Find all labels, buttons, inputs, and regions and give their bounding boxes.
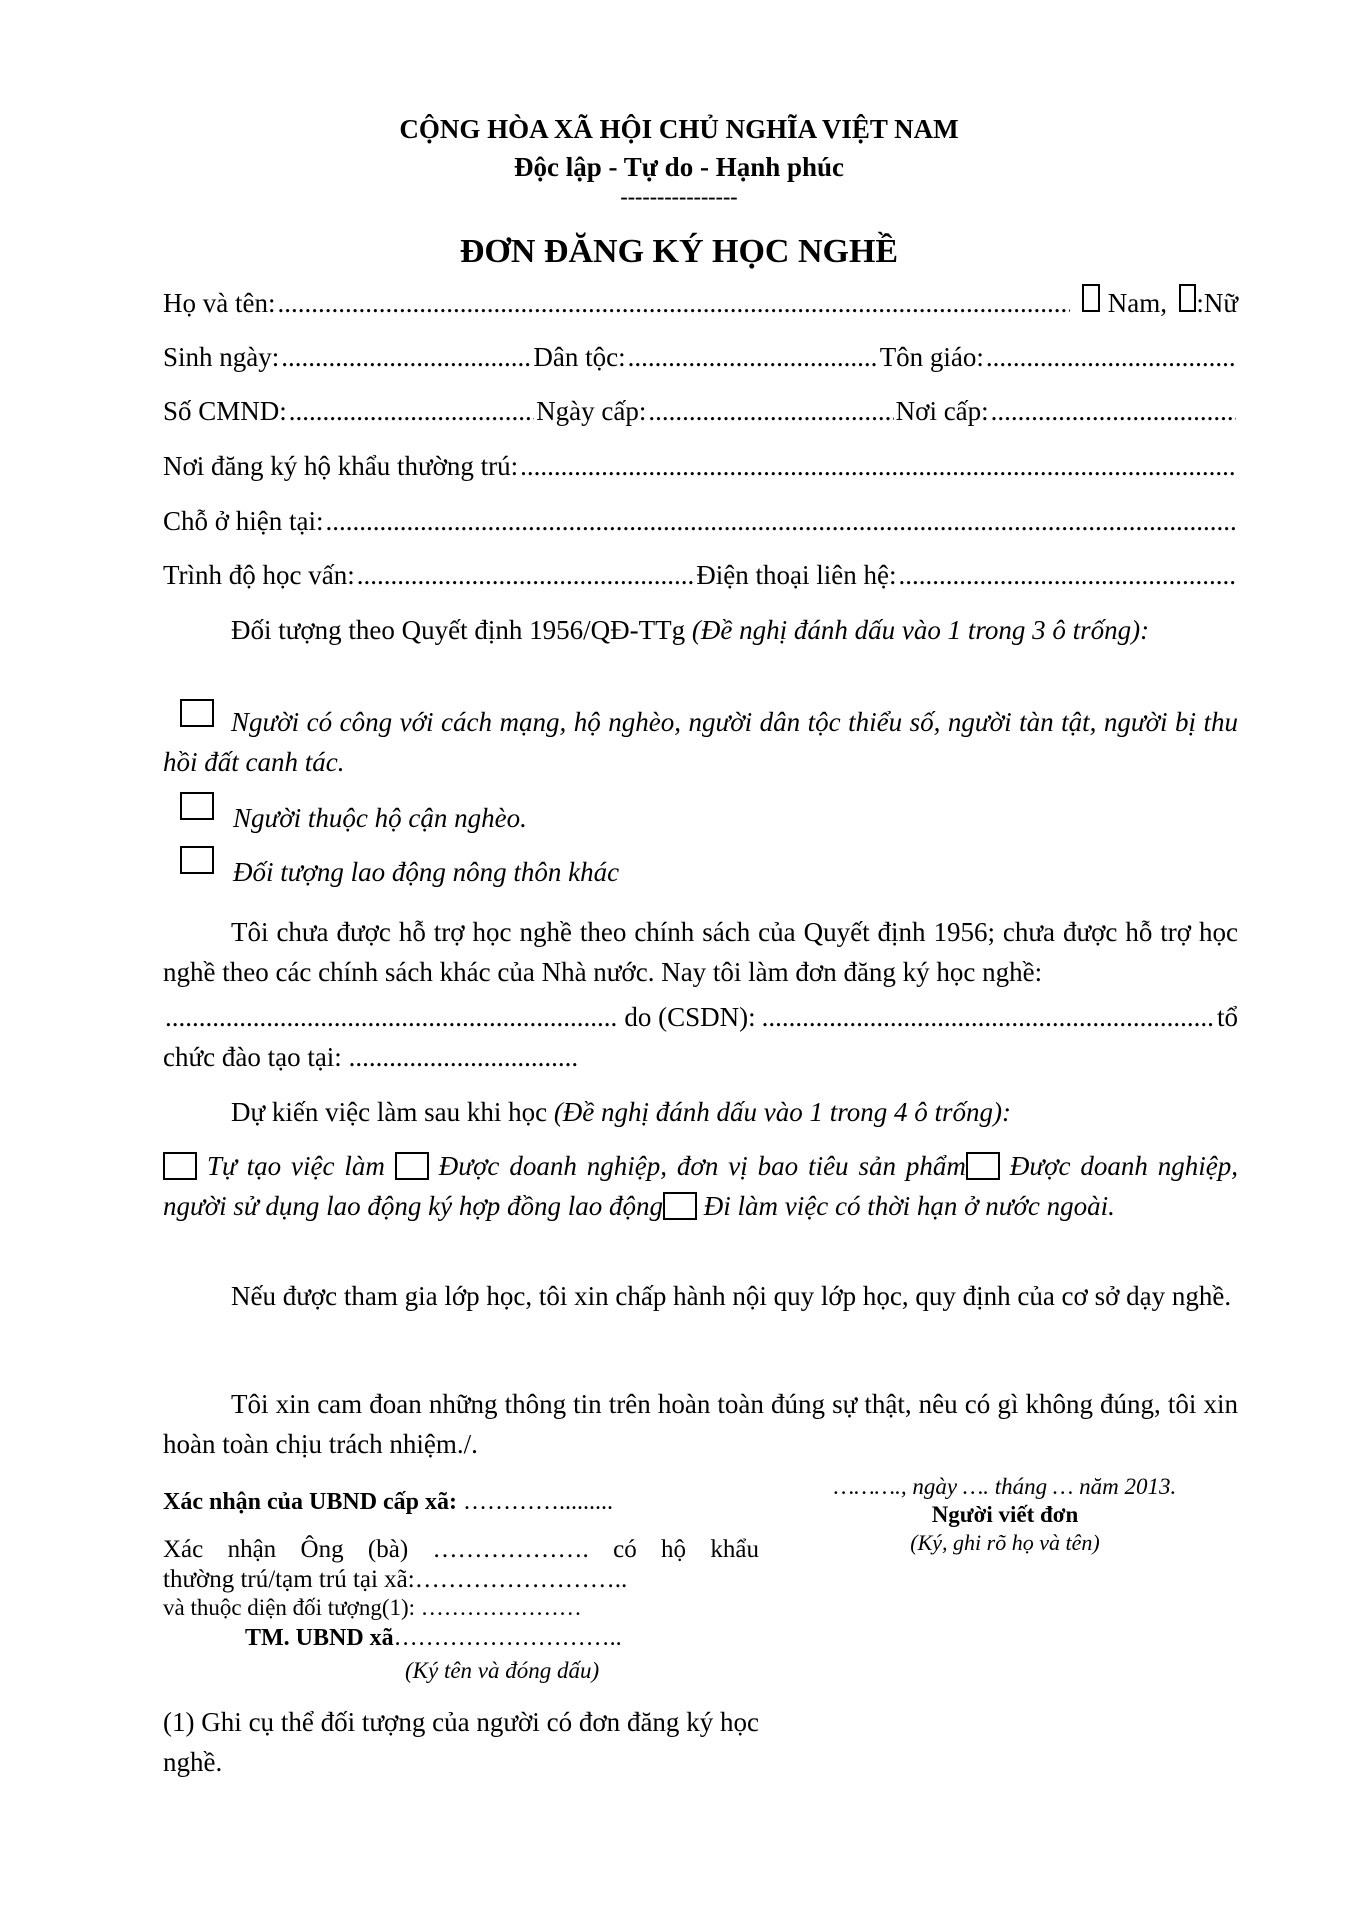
commitment-paragraph-1: Nếu được tham gia lớp học, tôi xin chấp hành nội quy lớp học, quy định của cơ sở dạy nghề. — [231, 1281, 1232, 1311]
footnote: (1) Ghi cụ thể đối tượng của người có đơn đăng ký học nghề. — [163, 1707, 759, 1777]
dob-line — [163, 340, 1238, 374]
form-title: ĐƠN ĐĂNG KÝ HỌC NGHỀ — [459, 233, 899, 270]
confirmation-line-3: và thuộc diện đối tượng(1): ………………… — [163, 1595, 582, 1620]
commune-confirmation-dots: …………......... — [463, 1489, 614, 1515]
residence-field[interactable] — [520, 449, 1236, 483]
job-option-3-label: Được doanh nghiệp, người sử dụng lao động ký hợp đồng lao động — [163, 1151, 1239, 1221]
current-address-field[interactable] — [326, 504, 1236, 538]
current-address-label: Chỗ ở hiện tại: — [163, 506, 324, 536]
target-option-2-checkbox[interactable] — [180, 792, 214, 820]
female-label: :Nữ — [1196, 288, 1238, 318]
education-field[interactable] — [357, 558, 695, 592]
commune-confirmation-label: Xác nhận của UBND cấp xã: — [163, 1489, 458, 1515]
school-label: do (CSDN): — [624, 1002, 756, 1032]
name-label: Họ và tên: — [163, 288, 276, 318]
id-label: Số CMND: — [163, 396, 287, 426]
dob-label: Sinh ngày: — [163, 342, 280, 372]
id-field[interactable] — [289, 394, 534, 428]
organization-label-start: tổ — [1216, 1002, 1238, 1032]
job-intro-note: (Đề nghị đánh dấu vào 1 trong 4 ô trống): — [553, 1097, 1012, 1127]
issue-place-field[interactable] — [991, 394, 1236, 428]
ethnic-label: Dân tộc: — [533, 342, 626, 372]
confirmation-line-1: Xác nhận Ông (bà) ………………. có hộ khẩu — [163, 1536, 759, 1563]
school-field[interactable] — [762, 1000, 1215, 1034]
job-intro — [163, 1092, 1238, 1132]
commune-signer-title: TM. UBND xã — [245, 1625, 394, 1651]
confirmation-line-2: thường trú/tạm trú tại xã:…………………….. — [163, 1566, 628, 1593]
id-line — [163, 394, 1238, 428]
education-label: Trình độ học vấn: — [163, 560, 355, 590]
applicant-signature-note: (Ký, ghi rõ họ và tên) — [910, 1530, 1100, 1555]
job-option-3-checkbox[interactable] — [966, 1152, 1000, 1180]
job-option-2-checkbox[interactable] — [395, 1152, 429, 1180]
target-option-2-label: Người thuộc hộ cận nghèo. — [233, 803, 527, 833]
job-options — [163, 1146, 1238, 1226]
target-intro-note: (Đề nghị đánh dấu vào 1 trong 3 ô trống): — [691, 615, 1150, 645]
ethnic-field[interactable] — [628, 340, 878, 374]
organization-field[interactable]: .................................. — [348, 1042, 579, 1072]
residence-label: Nơi đăng ký hộ khẩu thường trú: — [163, 451, 519, 481]
issue-date-label: Ngày cấp: — [536, 396, 647, 426]
dob-field[interactable] — [281, 340, 531, 374]
commune-confirmation-title — [163, 1488, 613, 1517]
header-rule: ---------------- — [620, 184, 738, 209]
job-option-1-label: Tự tạo việc làm — [206, 1151, 385, 1181]
applicant-signature-title: Người viết đơn — [931, 1502, 1079, 1527]
commune-signer-dots: ……………………….. — [393, 1625, 622, 1651]
religion-label: Tôn giáo: — [879, 342, 984, 372]
job-option-4-checkbox[interactable] — [663, 1192, 697, 1220]
commune-signer — [245, 1624, 622, 1653]
national-motto: Độc lập - Tự do - Hạnh phúc — [513, 152, 845, 182]
job-option-1-checkbox[interactable] — [163, 1152, 197, 1180]
national-title: CỘNG HÒA XÃ HỘI CHỦ NGHĨA VIỆT NAM — [399, 114, 959, 144]
job-option-2-label: Được doanh nghiệp, đơn vị bao tiêu sản phẩm — [438, 1151, 966, 1181]
name-line — [163, 284, 1238, 320]
target-option-3-label: Đối tượng lao động nông thôn khác — [233, 857, 620, 887]
organization-line — [163, 1040, 1238, 1074]
phone-field[interactable] — [898, 558, 1236, 592]
job-intro-text: Dự kiến việc làm sau khi học — [231, 1097, 548, 1127]
course-line — [163, 1000, 1238, 1034]
religion-field[interactable] — [986, 340, 1236, 374]
phone-label: Điện thoại liên hệ: — [696, 560, 897, 590]
residence-line — [163, 449, 1238, 483]
job-option-4-label: Đi làm việc có thời hạn ở nước ngoài. — [703, 1191, 1115, 1221]
name-field[interactable] — [277, 286, 1070, 320]
signing-date: ………., ngày …. tháng … năm 2013. — [833, 1474, 1177, 1499]
commitment-paragraph-2: Tôi xin cam đoan những thông tin trên hoàn toàn đúng sự thật, nêu có gì không đúng, tôi xin hoàn toàn chịu trách nhiệm./. — [163, 1389, 1238, 1459]
statement-paragraph: Tôi chưa được hỗ trợ học nghề theo chính sách của Quyết định 1956; chưa được hỗ trợ học nghề theo các chính sách khác của Nhà nước. Nay tôi làm đơn đăng ký học nghề: — [163, 917, 1238, 987]
target-option-3-checkbox[interactable] — [180, 846, 214, 874]
male-checkbox[interactable] — [1082, 284, 1099, 312]
target-option-1-label: Người có công với cách mạng, hộ nghèo, người dân tộc thiểu số, người tàn tật, người bị thu hồi đất canh tác. — [163, 707, 1238, 777]
education-line — [163, 558, 1238, 592]
organization-label: chức đào tạo tại: — [163, 1042, 342, 1072]
target-intro-text: Đối tượng theo Quyết định 1956/QĐ-TTg — [231, 615, 686, 645]
issue-date-field[interactable] — [648, 394, 893, 428]
female-checkbox[interactable] — [1179, 284, 1196, 312]
course-field[interactable] — [165, 1000, 618, 1034]
target-intro — [163, 610, 1238, 650]
current-address-line — [163, 504, 1238, 538]
issue-place-label: Nơi cấp: — [895, 396, 989, 426]
male-label: Nam, — [1107, 288, 1167, 318]
commune-sign-note: (Ký tên và đóng dấu) — [405, 1658, 600, 1683]
